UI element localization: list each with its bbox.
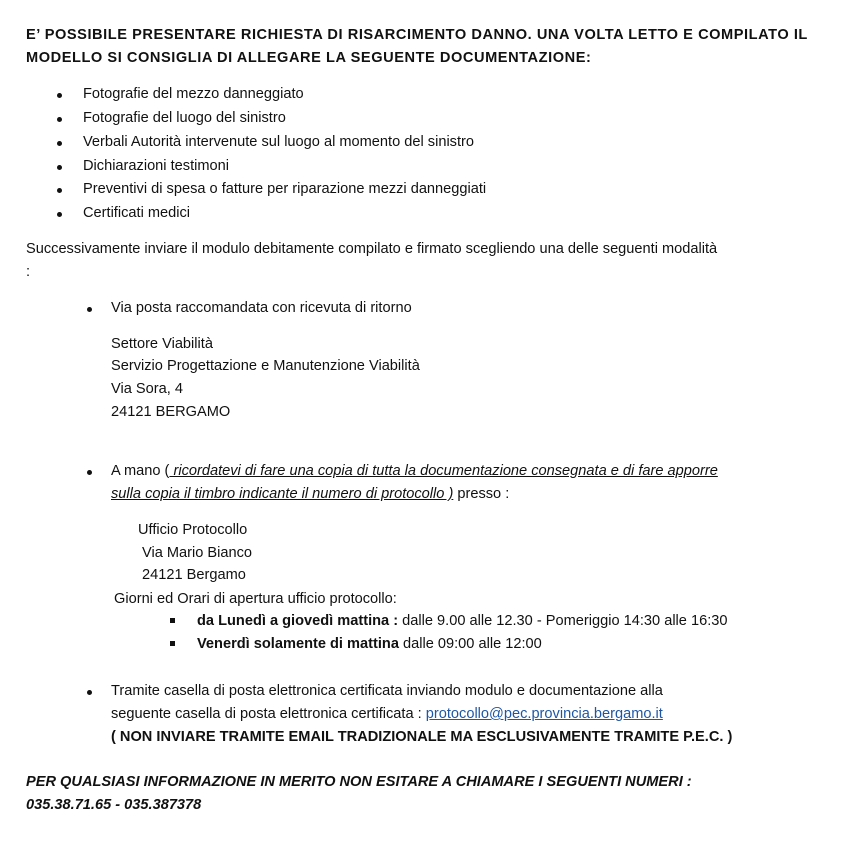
hand-option-label: A mano ( bbox=[111, 463, 170, 479]
address-line: Servizio Progettazione e Manutenzione Viabilità bbox=[111, 358, 420, 374]
list-item: Preventivi di spesa o fatture per riparazione mezzi danneggiati bbox=[83, 181, 487, 197]
post-option-label: Via posta raccomandata con ricevuta di ritorno bbox=[111, 300, 412, 316]
intro-line-2: MODELLO SI CONSIGLIA DI ALLEGARE LA SEGUENTE DOCUMENTAZIONE: bbox=[26, 50, 592, 66]
pec-text: seguente casella di posta elettronica certificata : bbox=[111, 706, 426, 722]
hand-note-line-1: ricordatevi di fare una copia di tutta la documentazione consegnata e di fare apporre bbox=[169, 463, 718, 479]
send-instructions-colon: : bbox=[26, 264, 31, 280]
list-item: Certificati medici bbox=[83, 205, 191, 221]
list-item: Dichiarazioni testimoni bbox=[83, 158, 229, 174]
bullet-square-icon bbox=[170, 641, 175, 646]
address-line: Settore Viabilità bbox=[111, 336, 213, 352]
intro-line-1: E’ POSSIBILE PRESENTARE RICHIESTA DI RISARCIMENTO DANNO. UNA VOLTA LETTO E COMPILATO IL bbox=[26, 27, 808, 43]
footer-phone-numbers: 035.38.71.65 - 035.387378 bbox=[26, 797, 202, 813]
pec-email-link[interactable]: protocollo@pec.provincia.bergamo.it bbox=[425, 706, 663, 722]
bullet-square-icon bbox=[170, 618, 175, 623]
address-line: Via Sora, 4 bbox=[111, 381, 183, 397]
bullet-icon bbox=[87, 307, 92, 312]
hours-mon-thu bbox=[197, 613, 728, 629]
address-line: 24121 Bergamo bbox=[142, 567, 246, 583]
bullet-icon bbox=[57, 117, 62, 122]
bullet-icon bbox=[57, 93, 62, 98]
bullet-icon bbox=[57, 165, 62, 170]
hand-option-line-1 bbox=[111, 463, 718, 479]
send-instructions: Successivamente inviare il modulo debitamente compilato e firmato scegliendo una delle seguenti modalità bbox=[26, 241, 718, 257]
hours-fri bbox=[197, 636, 542, 652]
address-line: Ufficio Protocollo bbox=[138, 522, 248, 538]
pec-warning: ( NON INVIARE TRAMITE EMAIL TRADIZIONALE MA ESCLUSIVAMENTE TRAMITE P.E.C. ) bbox=[111, 729, 733, 745]
bullet-icon bbox=[57, 141, 62, 146]
hours-times: dalle 09:00 alle 12:00 bbox=[398, 636, 542, 652]
hand-suffix: presso : bbox=[453, 486, 510, 502]
pec-option-line-2 bbox=[111, 706, 663, 722]
list-item: Fotografie del mezzo danneggiato bbox=[83, 86, 304, 102]
hours-days: da Lunedì a giovedì mattina : bbox=[197, 613, 399, 629]
bullet-icon bbox=[87, 470, 92, 475]
footer-info: PER QUALSIASI INFORMAZIONE IN MERITO NON ESITARE A CHIAMARE I SEGUENTI NUMERI : bbox=[26, 774, 692, 790]
opening-hours-label: Giorni ed Orari di apertura ufficio protocollo: bbox=[114, 591, 397, 607]
hours-days: Venerdì solamente di mattina bbox=[197, 636, 399, 652]
bullet-icon bbox=[57, 212, 62, 217]
hand-option-line-2 bbox=[111, 486, 509, 502]
address-line: 24121 BERGAMO bbox=[111, 404, 231, 420]
address-line: Via Mario Bianco bbox=[142, 545, 253, 561]
hours-times: dalle 9.00 alle 12.30 - Pomeriggio 14:30 alle 16:30 bbox=[398, 613, 728, 629]
hand-note-line-2: sulla copia il timbro indicante il numero di protocollo ) bbox=[111, 486, 454, 502]
list-item: Verbali Autorità intervenute sul luogo al momento del sinistro bbox=[83, 134, 475, 150]
list-item: Fotografie del luogo del sinistro bbox=[83, 110, 286, 126]
bullet-icon bbox=[87, 690, 92, 695]
pec-option-line-1: Tramite casella di posta elettronica certificata inviando modulo e documentazione alla bbox=[111, 683, 663, 699]
bullet-icon bbox=[57, 188, 62, 193]
